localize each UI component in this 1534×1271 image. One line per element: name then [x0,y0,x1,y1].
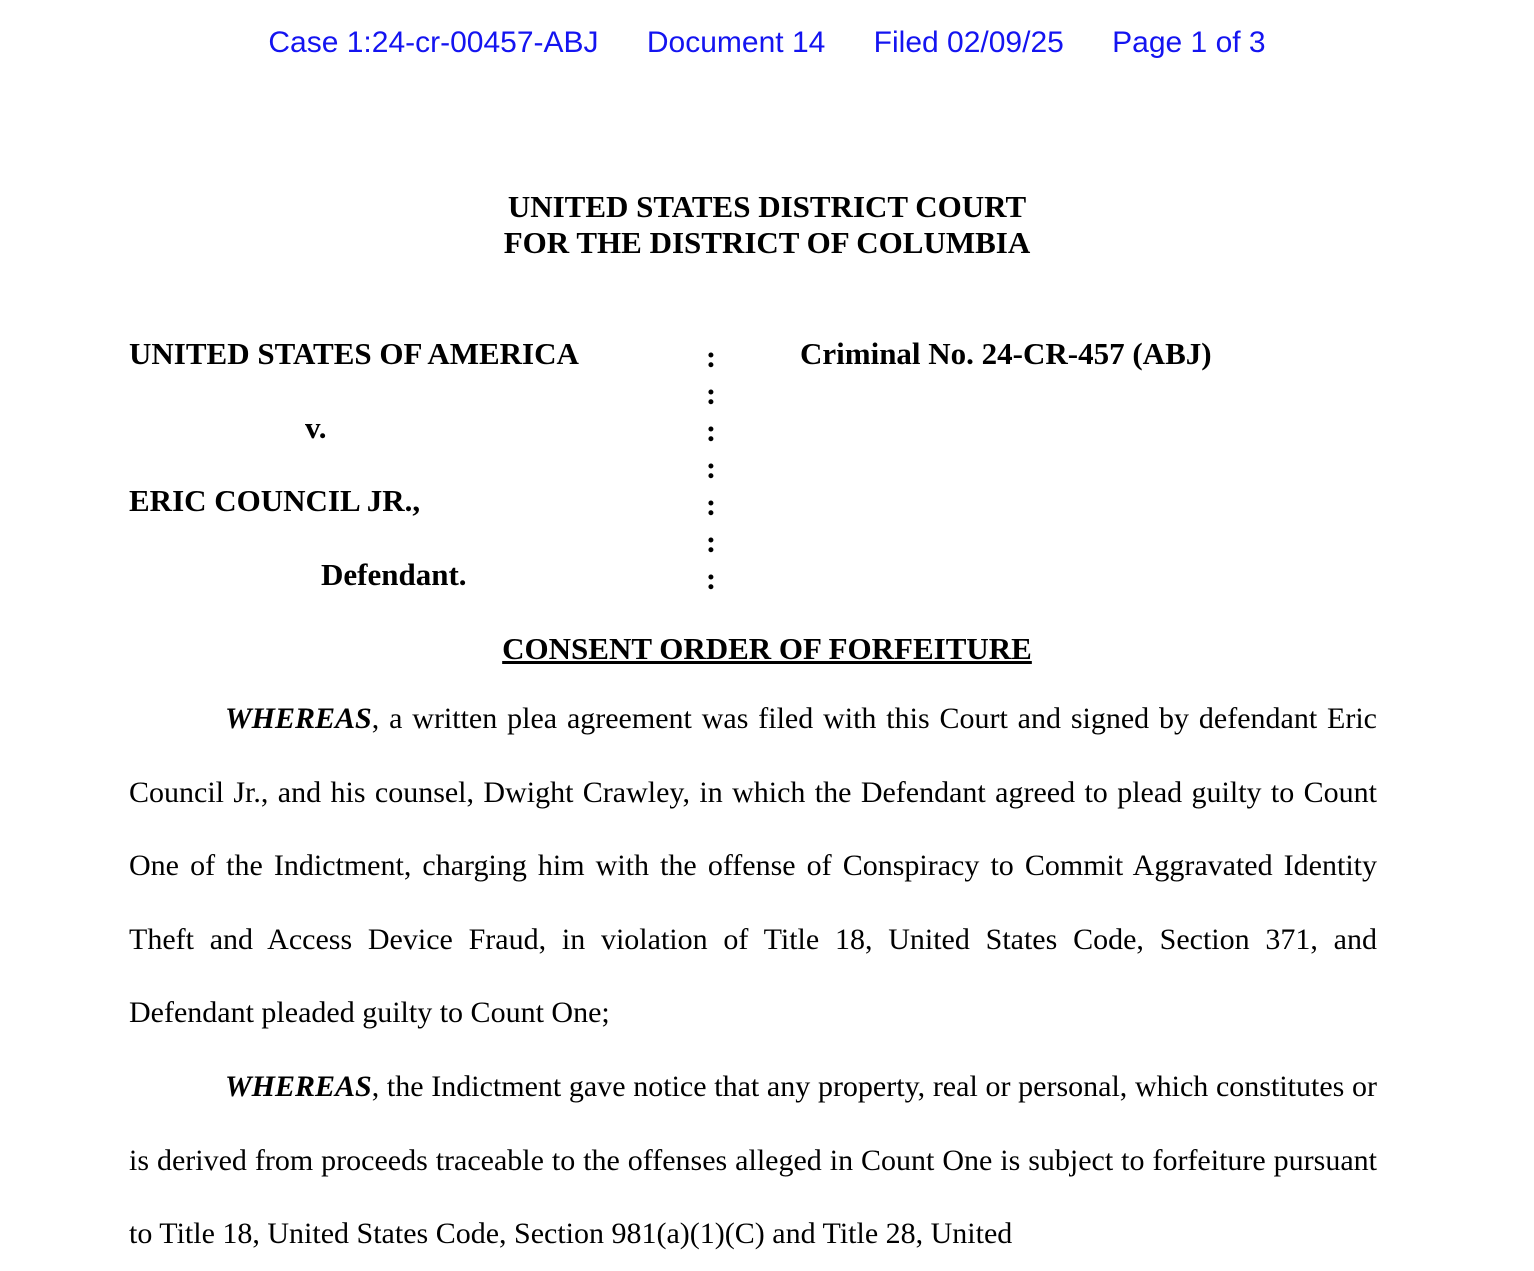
caption-colon: : [705,450,717,485]
court-name: UNITED STATES DISTRICT COURT [507,189,1027,224]
paragraph-2 [129,1050,1377,1271]
paragraph-body: , the Indictment gave notice that any property, real or personal, which constitutes or is derived from proceeds traceable to the offenses alleged in Count One is subject to forfeiture pursuant to Title 18, United States Code, Section 981(a)(1)(C) and Title 28, United [129,1070,1377,1251]
caption-colon: : [705,561,717,596]
ecf-document-number: Document 14 [646,26,826,59]
caption-colon: : [705,524,717,559]
ecf-page-count: Page 1 of 3 [1112,26,1266,59]
document-title-text: CONSENT ORDER OF FORFEITURE [502,631,1032,666]
criminal-case-number: Criminal No. 24-CR-457 (ABJ) [800,336,1212,371]
paragraph-lead-word: WHEREAS [225,702,372,735]
court-heading [0,189,1534,261]
caption-defendant-label: Defendant. [321,557,467,592]
caption-colon: : [705,339,717,374]
caption-plaintiff: UNITED STATES OF AMERICA [129,336,579,371]
paragraph-1 [129,682,1377,1050]
paragraph-lead-word: WHEREAS [225,1070,372,1103]
caption-colon: : [705,413,717,448]
document-title [0,631,1534,667]
caption-colon: : [705,487,717,522]
ecf-case-number: Case 1:24-cr-00457-ABJ [268,26,599,59]
caption-versus: v. [305,410,327,445]
caption-defendant-name: ERIC COUNCIL JR., [129,483,421,518]
paragraph-body: , a written plea agreement was filed with this Court and signed by defendant Eric Council Jr., and his counsel, Dwight Crawley, in which the Defendant agreed to plead guilty to Count One of the Indictment, charging him with the offense of Conspiracy to Commit Aggravated Identity Theft and Access Device Fraud, in violation of Title 18, United States Code, Section 371, and Defendant pleaded guilty to Count One; [129,702,1377,1030]
court-district: FOR THE DISTRICT OF COLUMBIA [503,225,1031,260]
caption-colon: : [705,376,717,411]
ecf-filed-date: Filed 02/09/25 [873,26,1064,59]
ecf-header [0,26,1534,60]
caption-colon-column [703,338,719,597]
